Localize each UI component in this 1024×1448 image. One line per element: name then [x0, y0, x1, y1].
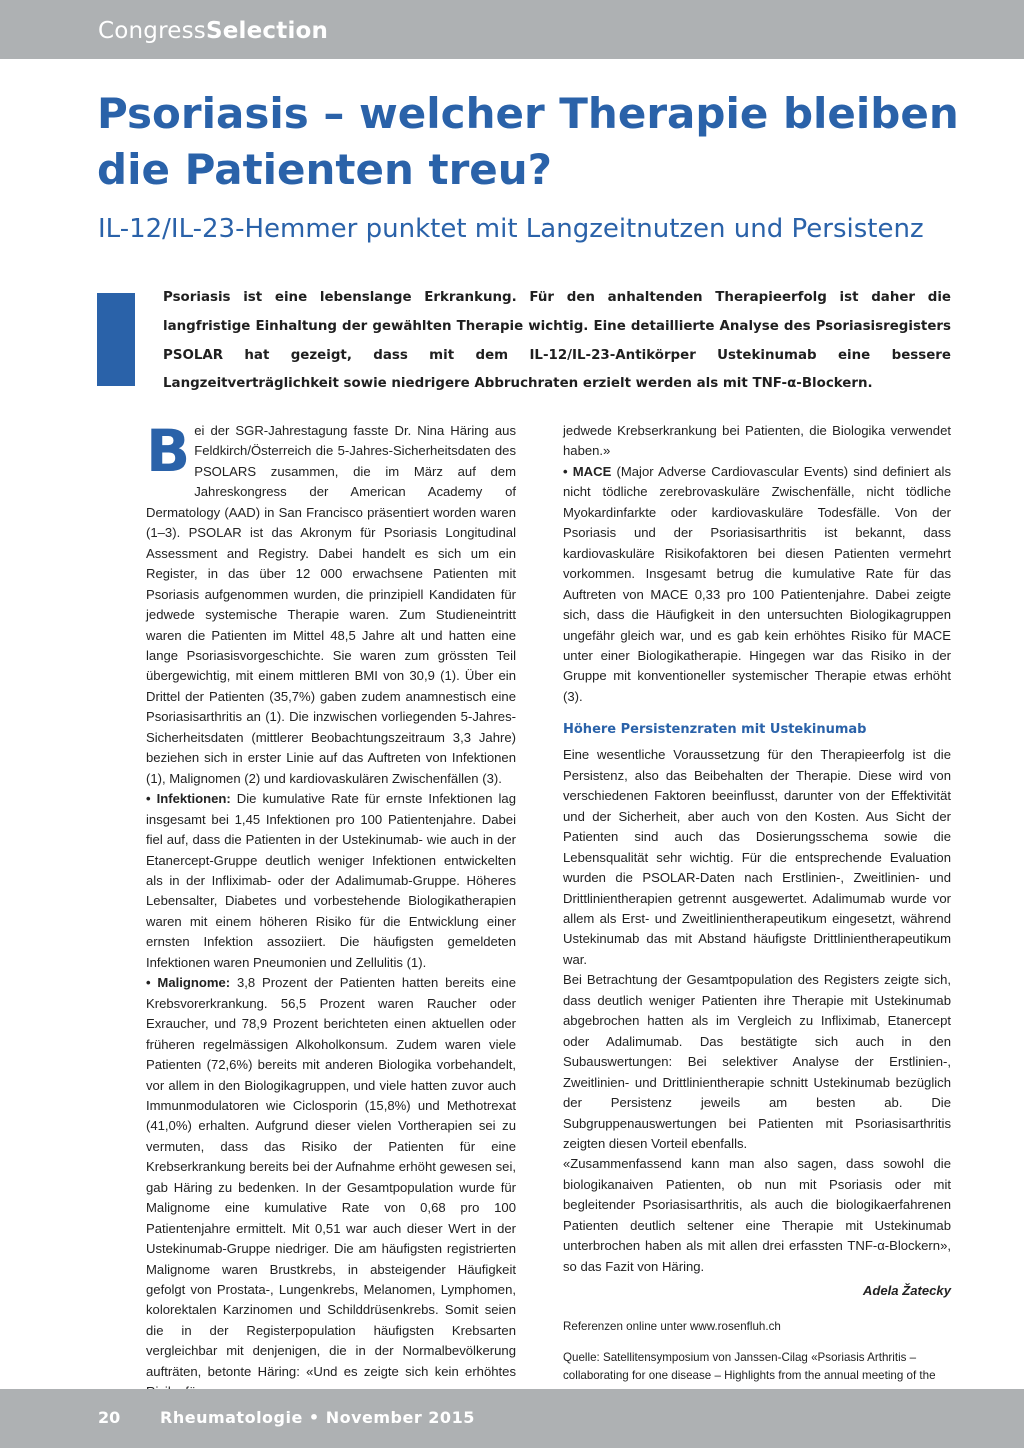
page-number: 20: [98, 1408, 121, 1427]
header-bar: [0, 0, 1024, 59]
footer-bar: [0, 1389, 1024, 1448]
source-note: Quelle: Satellitensymposium von Janssen-Cilag «Psoriasis Arthritis – collaborating for one disease – Highlights from the annual meeting of the: [563, 1350, 936, 1383]
malignancies-paragraph: [146, 973, 516, 1403]
journal-issue: Rheumatologie • November 2015: [160, 1408, 475, 1427]
infections-paragraph: [146, 789, 516, 973]
text-column-right: [563, 421, 951, 1423]
mace-paragraph: [563, 462, 951, 707]
population-paragraph: Bei Betrachtung der Gesamtpopulation des Registers zeigte sich, dass deutlich weniger Patienten ihre Therapie mit Ustekinumab abgebrochen hatten als im Vergleich zu Infliximab, Etanercept oder Adalimumab. Das bestätigte sich auch in den Subauswertungen: Bei selektiver Analyse der Erstlinien-, Zweitlinien- und Drittlinientherapie schnitt Ustekinumab bezüglich der Persistenz jeweils am besten ab. Die Subgruppenauswertungen bei Patienten mit Psoriasisarthritis zeigten diesen Vorteil ebenfalls.: [563, 972, 951, 1151]
malignancies-text: 3,8 Prozent der Patienten hatten bereits eine Krebsvorerkrankung. 56,5 Prozent waren Raucher oder Exraucher, und 78,9 Prozent berichteten einen aktuellen oder früheren regelmässigen Alkoholkonsum. Zudem waren viele Patienten (72,6%) bereits mit anderen Biologika vorbehandelt, vor allem in den Biologikagruppen, und viele hatten zuvor auch Immunmodulatoren wie Ciclosporin (15,8%) und Methotrexat (41,0%) erhalten. Aufgrund dieser vielen Vortherapien sei zu vermuten, dass das Risiko der Patienten für eine Krebserkrankung bereits bei der Aufnahme erhöht gewesen sei, gab Häring zu bedenken. In der Gesamtpopulation wurde für Malignome eine kumulative Rate von 0,68 pro 100 Patientenjahre ermittelt. Mit 0,51 war auch dieser Wert in der Ustekinumab-Gruppe niedriger. Die am häufigsten registrierten Malignome waren Brustkrebs, in absteigender Häufigkeit gefolgt von Prostata-, Lungenkrebs, Melanomen, Lymphomen, kolorektalen Karzinomen und Schilddrüsenkrebs. Somit seien die in der Registerpopulation häufigsten Krebsarten vergleichbar mit denjenigen, die in der Normalbevölkerung aufträten, betonte Häring: «Und es zeigte sich kein erhöhtes: [146, 975, 516, 1379]
conclusion-paragraph: «Zusammenfassend kann man also sagen, dass sowohl die biologikanaiven Patienten, ob nun mit Psoriasis oder mit begleitender Psoriasisarthritis, als auch die biologikaerfahrenen Patienten deutlich seltener eine Therapie mit Ustekinumab unterbrochen haben als mit allen drei erfassten TNF-α-Blockern», so das Fazit von Häring.: [563, 1156, 951, 1274]
article-subtitle: IL-12/IL-23-Hemmer punktet mit Langzeitnutzen und Persistenz: [98, 214, 924, 244]
brand-bold: Selection: [205, 18, 329, 44]
article-lead: Psoriasis ist eine lebenslange Erkrankung. Für den anhaltenden Therapieerfolg ist daher die langfristige Einhaltung der gewählten Therapie wichtig. Eine detaillierte Analyse des Psoriasisregisters PSOLAR hat gezeigt, dass mit dem IL-12/IL-23-Antikörper Ustekinumab eine bessere Langzeitverträglichkeit sowie niedrigere Abbruchraten erzielt werden als mit TNF-α-Blockern.: [163, 290, 951, 392]
text-column-left: [146, 417, 516, 1403]
drop-cap: B: [146, 417, 191, 485]
brand-light: Congress: [98, 18, 206, 44]
intro-paragraph: [146, 417, 516, 789]
persistence-paragraph: Eine wesentliche Voraussetzung für den Therapieerfolg ist die Persistenz, also das Beibehalten der Therapie. Diese wird von verschiedenen Faktoren beeinflusst, darunter von der Effektivität und der Sicherheit, aber auch von den Kosten. Aus Sicht der Patienten sind auch das Dosierungsschema sowie die Lebensqualität sehr wichtig. Für die entsprechende Evaluation wurden die PSOLAR-Daten nach Erstlinien-, Zweitlinien- und Drittlinientherapien getrennt ausgewertet. Adalimumab wurde vor allem als Erst- und Zweitlinientherapeutikum eingesetzt, während Ustekinumab das mit Abstand häufigste Drittlinientherapeutikum war.: [563, 747, 951, 967]
infections-text: Die kumulative Rate für ernste Infektionen lag insgesamt bei 1,45 Infektionen pro 100 Patientenjahre. Dabei fiel auf, dass die Patienten in der Ustekinumab- wie auch in der Etanercept-Gruppe deutlich weniger Infektionen entwickelten als in der Infliximab- oder der Adalimumab-Gruppe. Höheres Lebensalter, Diabetes und vorbestehende Biologikatherapien waren mit einem höheren Risiko für die Entwicklung einer ernsten Infektion assoziiert. Die häufigsten gemeldeten Infektionen waren Pneumonien und Zellulitis (1).: [146, 791, 516, 970]
malignancies-label: • Malignome:: [146, 975, 231, 991]
intro-text: ei der SGR-Jahrestagung fasste Dr. Nina Häring aus Feldkirch/Österreich die 5-Jahres-Sicherheitsdaten des PSOLARS zusammen, die im März auf dem Jahreskongress der American Academy of Dermatology (AAD) in San Francisco präsentiert worden waren (1–3). PSOLAR ist das Akronym für Psoriasis Longitudinal Assessment and Registry. Dabei handelt es sich um ein Register, in das über 12 000 erwachsene Patienten mit Psoriasis aufgenommen wurden, die prinzipiell Kandidaten für jedwede systemische Therapie waren. Zum Studieneintritt waren die Patienten im Mittel 48,5 Jahre alt und hatten eine lange Psoriasisvorgeschichte. Sie waren zum grössten Teil übergewichtig, mit einem mittleren BMI von 30,9 (1). Über ein Drittel der Patienten (35,7%) gaben zudem anamnestisch eine Psoriasisarthritis an (1). Die inzwischen vorliegenden 5-Jahres-Sicherheitsdaten (mittlerer Beobachtungszeitraum 3,3 Jahre) beziehen sich in erster Linie auf das Auftreten von Infektionen (1), Malignomen (2) und kardiovaskulären Zwischenfällen (3).: [146, 423, 516, 786]
lead-accent-bar: [97, 293, 135, 386]
author-name: Adela Žatecky: [862, 1283, 951, 1299]
mace-text: (Major Adverse Cardiovascular Events) sind definiert als nicht tödliche zerebrovaskuläre Zwischenfälle, nicht tödliche Myokardinfarkte oder kardiovaskuläre Todesfälle. Von der Psoriasis und der Psoriasisarthritis ist bekannt, dass kardiovaskuläre Risikofaktoren bei diesen Patienten vermehrt vorkommen. Insgesamt betrug die kumulative Rate für das Auftreten von MACE 0,33 pro 100 Patientenjahre. Dabei zeigte sich, dass die Häufigkeit in den untersuchten Biologikagruppen ungefähr gleich war, und es gab kein erhöhtes Risiko für MACE unter einer Biologikatherapie. Hingegen war das Risiko in der Gruppe mit konventioneller systemischer Therapie etwas erhöht (3).: [563, 463, 951, 704]
references-note: Referenzen online unter www.rosenfluh.ch: [563, 1319, 781, 1333]
continuation-paragraph: jedwede Krebserkrankung bei Patienten, die Biologika verwendet haben.»: [563, 423, 951, 459]
article-title: Psoriasis – welcher Therapie bleiben die Patienten treu?: [97, 89, 959, 194]
brand-logo: [98, 18, 328, 44]
mace-label: • MACE: [563, 463, 612, 479]
infections-label: • Infektionen:: [146, 791, 231, 807]
section-heading: Höhere Persistenzraten mit Ustekinumab: [563, 722, 867, 738]
